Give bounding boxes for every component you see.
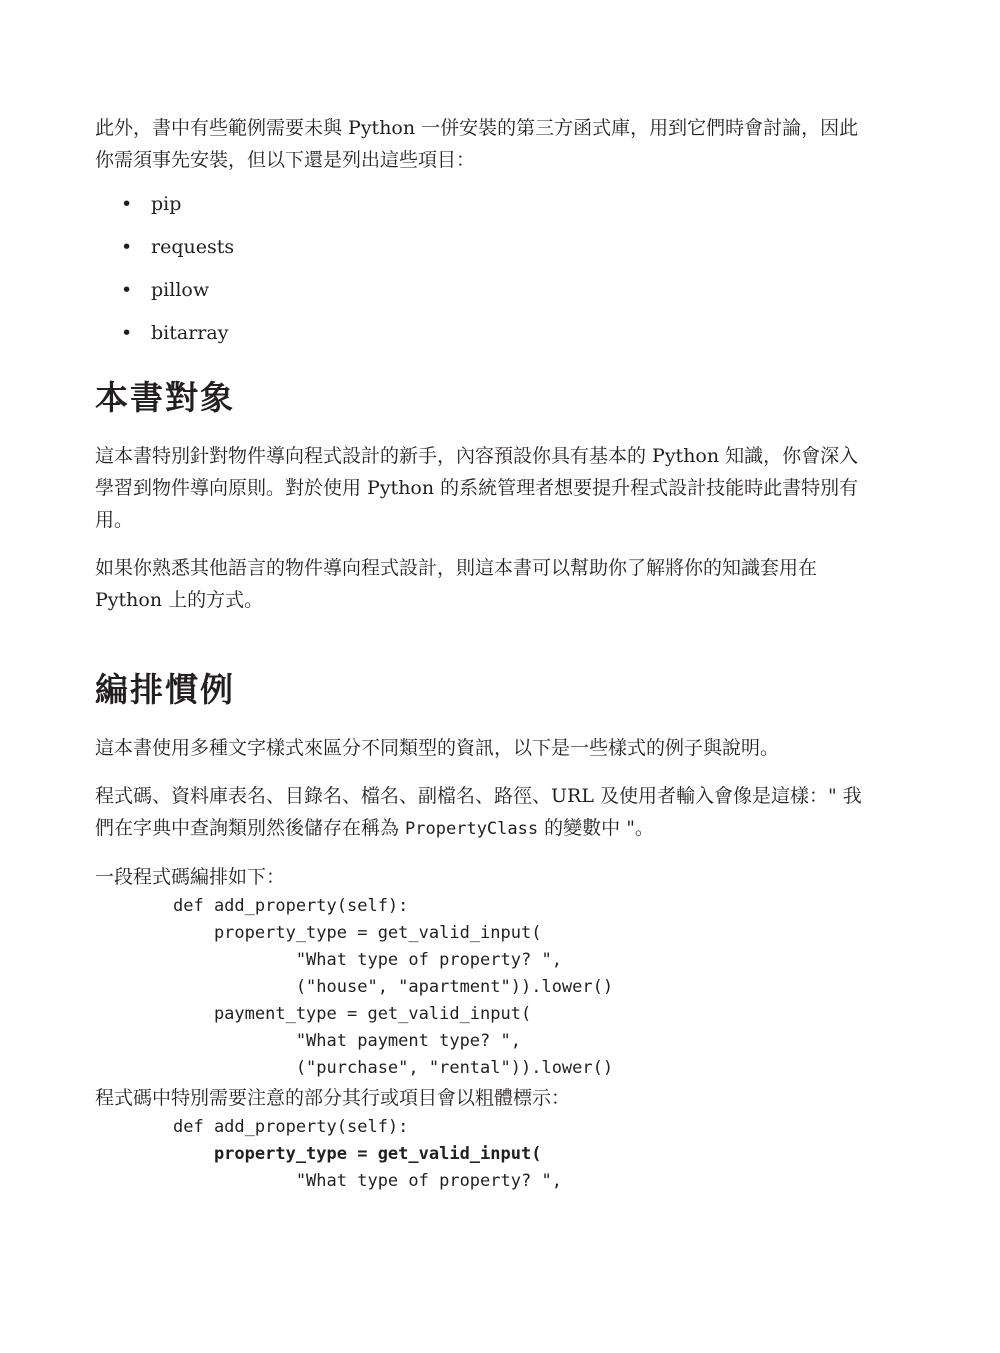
list-item (95, 317, 875, 360)
audience-paragraph-1: 這本書特別針對物件導向程式設計的新手，內容預設你具有基本的 Python 知識，你會深入學習到物件導向原則。對於使用 Python 的系統管理者想要提升程式設計技能時此書特別有用。 (95, 445, 859, 531)
conventions-text-before: 程式碼、資料庫表名、目錄名、檔名、副檔名、路徑、URL 及使用者輸入會像是這樣：" 我們在字典中查詢類別然後儲存在稱為 (95, 785, 862, 839)
code-line: "What type of property? ", (173, 950, 562, 970)
section-heading-audience: 本書對象 (95, 378, 235, 417)
library-name: requests (151, 236, 235, 258)
library-list (95, 188, 875, 360)
conventions-paragraph-2 (95, 780, 875, 845)
code-line: def add_property(self): (173, 1117, 409, 1137)
code-line: ("purchase", "rental")).lower() (173, 1058, 614, 1078)
code-line: "What payment type? ", (173, 1031, 521, 1051)
section-heading-conventions: 編排慣例 (95, 670, 235, 709)
bullet-icon: • (121, 193, 133, 215)
bullet-icon: • (121, 236, 133, 258)
code-line: payment_type = get_valid_input( (173, 1004, 532, 1024)
code-line: def add_property(self): (173, 896, 409, 916)
library-name: pillow (151, 279, 210, 301)
conventions-text-after: 的變數中 "。 (538, 817, 654, 839)
conventions-paragraph-3: 一段程式碼編排如下： (95, 866, 286, 888)
bullet-icon: • (121, 322, 133, 344)
audience-paragraph-2: 如果你熟悉其他語言的物件導向程式設計，則這本書可以幫助你了解將你的知識套用在 Python 上的方式。 (95, 557, 818, 611)
code-block-2 (95, 1114, 875, 1195)
list-item (95, 188, 875, 231)
code-line: ("house", "apartment")).lower() (173, 977, 614, 997)
code-block-1 (95, 893, 875, 1082)
list-item (95, 274, 875, 317)
list-item (95, 231, 875, 274)
bullet-icon: • (121, 279, 133, 301)
conventions-paragraph-4: 程式碼中特別需要注意的部分其行或項目會以粗體標示： (95, 1087, 571, 1109)
code-line: "What type of property? ", (173, 1171, 562, 1191)
code-line: property_type = get_valid_input( (173, 923, 542, 943)
code-line-bold: property_type = get_valid_input( (173, 1144, 542, 1164)
library-name: bitarray (151, 322, 229, 344)
inline-code: PropertyClass (405, 819, 539, 839)
book-page (95, 112, 875, 1195)
conventions-paragraph-1: 這本書使用多種文字樣式來區分不同類型的資訊，以下是一些樣式的例子與說明。 (95, 737, 780, 759)
library-name: pip (151, 193, 182, 215)
intro-paragraph: 此外，書中有些範例需要未與 Python 一併安裝的第三方函式庫，用到它們時會討論，因此你需須事先安裝，但以下還是列出這些項目： (95, 117, 859, 171)
